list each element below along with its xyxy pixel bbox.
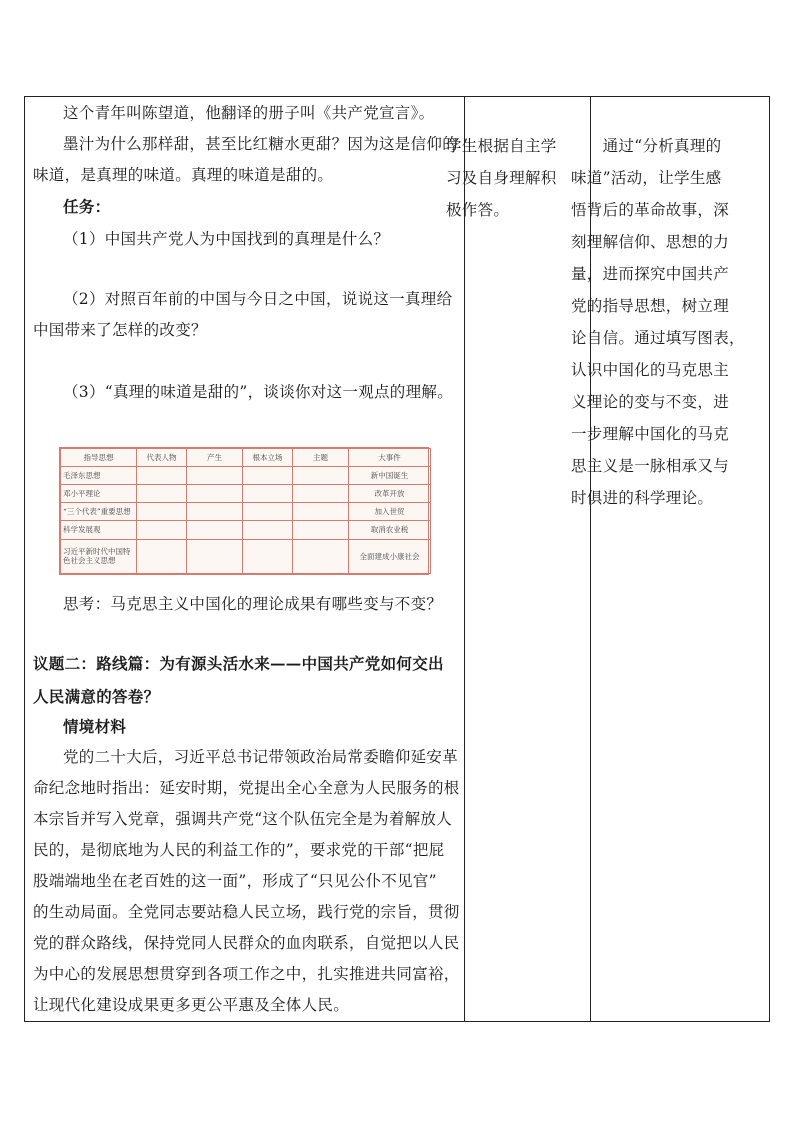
mini-row-event: 新中国诞生 bbox=[349, 467, 431, 485]
material-line: 民的，是彻底地为人民的利益工作的”，要求党的干部“把屁 bbox=[33, 841, 445, 859]
story-line-1: 这个青年叫陈望道，他翻译的册子叫《共产党宣言》。 bbox=[63, 104, 435, 122]
design-intent-line: 量，进而探究中国共产 bbox=[571, 265, 730, 283]
material-line: 让现代化建设成果更多更公平惠及全体人民。 bbox=[33, 996, 350, 1014]
mini-header: 大事件 bbox=[349, 449, 431, 467]
think-question: 思考：马克思主义中国化的理论成果有哪些变与不变？ bbox=[63, 595, 443, 613]
design-intent-line: 义理论的变与不变，进 bbox=[571, 393, 730, 411]
mini-header: 主题 bbox=[293, 449, 349, 467]
mini-row-event: 取消农业税 bbox=[349, 521, 431, 539]
task-3: （3）“真理的味道是甜的”，谈谈你对这一观点的理解。 bbox=[63, 383, 454, 401]
mini-row-event: 全面建成小康社会 bbox=[349, 539, 431, 574]
design-intent-line: 刻理解信仰、思想的力 bbox=[571, 233, 730, 251]
topic-two-line-2: 人民满意的答卷？ bbox=[33, 687, 160, 706]
student-activity-line: 极作答。 bbox=[446, 201, 510, 219]
design-intent-line: 时俱进的科学理论。 bbox=[571, 489, 714, 507]
mini-row-lead: “三个代表”重要思想 bbox=[61, 503, 137, 521]
task-2-line-1: （2）对照百年前的中国与今日之中国，说说这一真理给 bbox=[63, 290, 453, 308]
material-line: 命纪念地时指出：延安时期，党提出全心全意为人民服务的根 bbox=[33, 779, 460, 797]
topic-two-line-1: 议题二：路线篇：为有源头活水来——中国共产党如何交出 bbox=[33, 654, 444, 673]
design-intent-line: 论自信。通过填写图表， bbox=[571, 329, 745, 347]
student-activity-line: 习及自身理解积 bbox=[446, 169, 557, 187]
material-line: 股端端地坐在老百姓的这一面”，形成了“只见公仆不见官” bbox=[33, 872, 437, 890]
mini-row-lead: 毛泽东思想 bbox=[61, 467, 137, 485]
material-line: 为中心的发展思想贯穿到各项工作之中，扎实推进共同富裕， bbox=[33, 965, 460, 983]
theory-comparison-table-image bbox=[59, 447, 429, 575]
mini-header: 代表人物 bbox=[137, 449, 187, 467]
mini-row-event: 改革开放 bbox=[349, 485, 431, 503]
student-activity bbox=[446, 130, 562, 226]
mini-row-event: 加入世贸 bbox=[349, 503, 431, 521]
material-line: 党的群众路线，保持党同人民群众的血肉联系，自觉把以人民 bbox=[33, 934, 460, 952]
design-intent bbox=[571, 130, 745, 514]
task-heading: 任务： bbox=[63, 197, 111, 216]
mini-header: 根本立场 bbox=[243, 449, 293, 467]
design-intent-line: 党的指导思想，树立理 bbox=[571, 297, 730, 315]
material-line: 的生动局面。全党同志要站稳人民立场，践行党的宗旨，贯彻 bbox=[33, 903, 460, 921]
design-intent-line: 认识中国化的马克思主 bbox=[571, 361, 730, 379]
mini-row-lead: 习近平新时代中国特色社会主义思想 bbox=[61, 539, 137, 574]
design-intent-line: 通过“分析真理的 bbox=[571, 137, 722, 155]
mini-header: 产生 bbox=[187, 449, 243, 467]
design-intent-line: 悟背后的革命故事，深 bbox=[571, 201, 730, 219]
design-intent-line: 思主义是一脉相承又与 bbox=[571, 457, 730, 475]
design-intent-line: 一步理解中国化的马克 bbox=[571, 425, 730, 443]
material-line: 党的二十大后，习近平总书记带领政治局常委瞻仰延安革 bbox=[63, 748, 459, 766]
mini-row-lead: 邓小平理论 bbox=[61, 485, 137, 503]
story-line-3: 味道，是真理的味道。真理的味道是甜的。 bbox=[33, 166, 334, 184]
task-1: （1）中国共产党人为中国找到的真理是什么？ bbox=[63, 230, 390, 248]
task-2-line-2: 中国带来了怎样的改变？ bbox=[33, 321, 207, 339]
design-intent-line: 味道”活动，让学生感 bbox=[571, 169, 722, 187]
story-line-2: 墨汁为什么那样甜，甚至比红糖水更甜？因为这是信仰的 bbox=[63, 135, 459, 153]
column-divider-1 bbox=[464, 97, 465, 1021]
material-heading: 情境材料 bbox=[63, 717, 127, 736]
mini-row-lead: 科学发展观 bbox=[61, 521, 137, 539]
material-line: 本宗旨并写入党章，强调共产党“这个队伍完全是为着解放人 bbox=[33, 810, 453, 828]
student-activity-line: 学生根据自主学 bbox=[446, 137, 557, 155]
mini-header: 指导思想 bbox=[61, 449, 137, 467]
